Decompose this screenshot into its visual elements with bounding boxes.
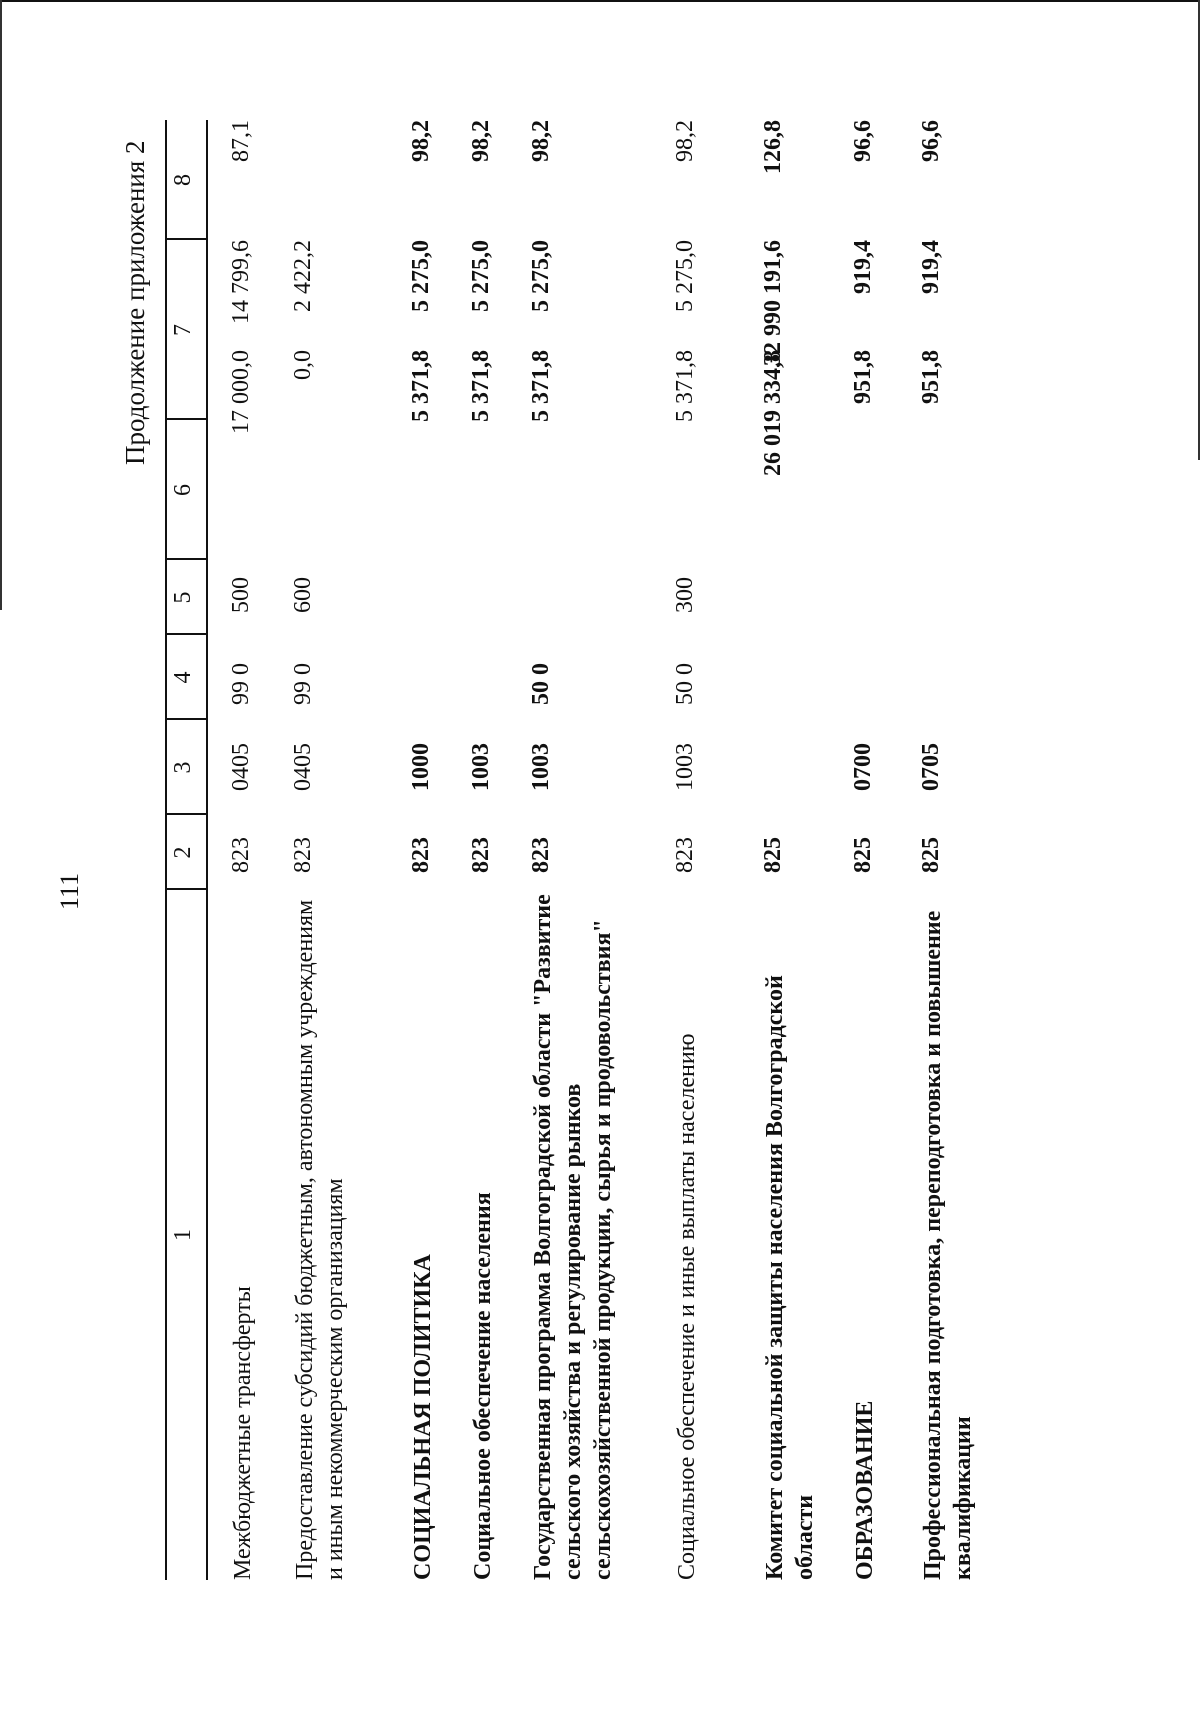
header-col-7: 7 xyxy=(170,324,196,336)
row-actual: 32 990 191,6 xyxy=(760,240,786,366)
row-code: 823 xyxy=(468,837,494,873)
row-expense-type: 300 xyxy=(672,577,698,613)
row-percent: 96,6 xyxy=(850,120,876,162)
row-actual: 14 799,6 xyxy=(228,240,254,324)
row-percent: 96,6 xyxy=(918,120,944,162)
budget-table xyxy=(150,120,1030,1580)
row-code: 825 xyxy=(918,837,944,873)
row-section: 1000 xyxy=(408,743,434,791)
rotated-page xyxy=(0,40,1100,1660)
row-program: 99 0 xyxy=(290,663,316,705)
row-code: 825 xyxy=(760,837,786,873)
row-code: 823 xyxy=(228,837,254,873)
row-plan: 17 000,0 xyxy=(228,350,254,434)
row-actual: 919,4 xyxy=(850,240,876,294)
row-section: 1003 xyxy=(468,743,494,791)
row-name: Межбюджетные трансферты xyxy=(230,1286,256,1580)
row-percent: 98,2 xyxy=(672,120,698,162)
row-name: Социальное обеспечение населения xyxy=(470,1192,496,1580)
header-col-4: 4 xyxy=(170,671,196,684)
row-actual: 5 275,0 xyxy=(468,240,494,312)
page-number: 111 xyxy=(55,872,84,910)
row-code: 823 xyxy=(290,837,316,873)
header-col-1: 1 xyxy=(170,1229,196,1241)
row-actual: 5 275,0 xyxy=(672,240,698,312)
row-name: Предоставление субсидий бюджетным, автономным учреждениям и иным некоммерческим организациям xyxy=(292,899,348,1580)
table-header-rule xyxy=(206,120,208,1580)
row-actual: 5 275,0 xyxy=(408,240,434,312)
row-expense-type: 600 xyxy=(290,577,316,613)
scan-border-top xyxy=(0,0,1200,2)
appendix-caption: Продолжение приложения 2 xyxy=(120,140,150,465)
row-name: СОЦИАЛЬНАЯ ПОЛИТИКА xyxy=(410,1254,436,1580)
row-plan: 951,8 xyxy=(918,350,944,404)
row-plan: 5 371,8 xyxy=(672,350,698,422)
row-code: 823 xyxy=(528,837,554,873)
row-code: 825 xyxy=(850,837,876,873)
row-percent: 126,8 xyxy=(760,120,786,174)
row-plan: 0,0 xyxy=(290,350,316,380)
row-name: Социальное обеспечение и иные выплаты населению xyxy=(674,1033,700,1580)
header-col-2: 2 xyxy=(170,846,196,859)
row-section: 1003 xyxy=(672,743,698,791)
row-actual: 5 275,0 xyxy=(528,240,554,312)
row-code: 823 xyxy=(672,837,698,873)
row-section: 1003 xyxy=(528,743,554,791)
row-actual: 919,4 xyxy=(918,240,944,294)
row-percent: 98,2 xyxy=(408,120,434,162)
row-section: 0405 xyxy=(290,743,316,791)
row-code: 823 xyxy=(408,837,434,873)
header-col-3: 3 xyxy=(170,761,196,774)
row-section: 0405 xyxy=(228,743,254,791)
header-col-5: 5 xyxy=(170,591,196,604)
row-actual: 2 422,2 xyxy=(290,240,316,312)
row-percent: 87,1 xyxy=(228,120,254,162)
header-col-8: 8 xyxy=(170,174,196,186)
row-section: 0705 xyxy=(918,743,944,791)
row-name: Государственная программа Волгоградской области "Развитие сельского хозяйства и регулирование рынков сельскохозяйственной продукции, сырья и продовольствия" xyxy=(530,894,616,1580)
row-plan: 951,8 xyxy=(850,350,876,404)
row-name: Профессиональная подготовка, переподготовка и повышение квалификации xyxy=(920,910,976,1580)
table-top-rule xyxy=(165,120,167,1580)
row-program: 50 0 xyxy=(528,663,554,705)
header-col-6: 6 xyxy=(170,484,196,496)
row-section: 0700 xyxy=(850,743,876,791)
row-program: 99 0 xyxy=(228,663,254,705)
row-name: Комитет социальной защиты населения Волгоградской области xyxy=(762,975,818,1580)
row-plan: 26 019 334,8 xyxy=(760,350,786,476)
row-program: 50 0 xyxy=(672,663,698,705)
row-name: ОБРАЗОВАНИЕ xyxy=(852,1400,878,1580)
row-plan: 5 371,8 xyxy=(528,350,554,422)
row-percent: 98,2 xyxy=(528,120,554,162)
row-percent: 98,2 xyxy=(468,120,494,162)
row-expense-type: 500 xyxy=(228,577,254,613)
row-plan: 5 371,8 xyxy=(468,350,494,422)
row-plan: 5 371,8 xyxy=(408,350,434,422)
